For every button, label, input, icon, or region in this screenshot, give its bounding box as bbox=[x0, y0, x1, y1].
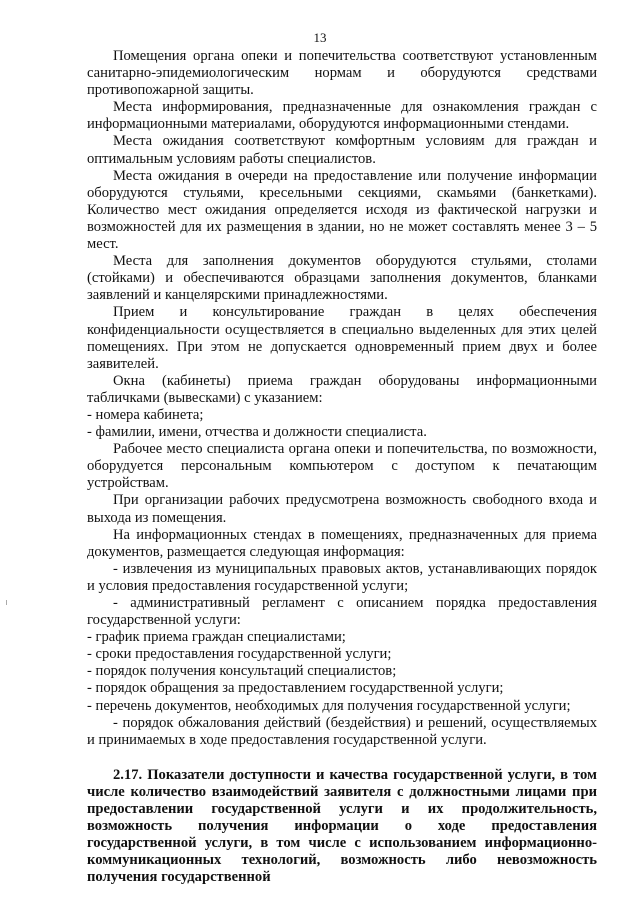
paragraph: При организации рабочих предусмотрена возможность свободного входа и выхода из помещения. bbox=[87, 492, 597, 526]
margin-mark bbox=[6, 600, 7, 605]
list-item: - административный регламент с описанием порядка предоставления государственной услуги: bbox=[87, 595, 597, 629]
list-item: - фамилии, имени, отчества и должности специалиста. bbox=[87, 424, 427, 441]
list-item: - порядок обжалования действий (бездействия) и решений, осуществляемых и принимаемых в ходе предоставления государственной услуги. bbox=[87, 714, 597, 748]
list-item: - порядок обращения за предоставлением государственной услуги; bbox=[87, 680, 504, 697]
document-body bbox=[87, 48, 597, 887]
list-item: - порядок получения консультаций специалистов; bbox=[87, 663, 397, 680]
paragraph: Прием и консультирование граждан в целях обеспечения конфиденциальности осуществляется в специально выделенных для этих целей помещениях. При этом не допускается одновременный прием двух и более заявителей. bbox=[87, 304, 597, 372]
paragraph: Места ожидания соответствуют комфортным условиям для граждан и оптимальным условиям работы специалистов. bbox=[87, 133, 597, 167]
list-item: - график приема граждан специалистами; bbox=[87, 629, 346, 646]
section-heading: 2.17. Показатели доступности и качества государственной услуги, в том числе количество взаимодействий заявителя с должностными лицами при предоставлении государственной услуги и их продолжительность, возможность получения информации о ходе предоставления государственной услуги, в том числе с использованием информационно-коммуникационных технологий, возможность либо невозможность получения государственной bbox=[87, 766, 597, 886]
paragraph: На информационных стендах в помещениях, предназначенных для приема документов, размещается следующая информация: bbox=[87, 526, 597, 560]
page-number: 13 bbox=[313, 30, 327, 45]
list-item: - перечень документов, необходимых для получения государственной услуги; bbox=[87, 697, 571, 714]
paragraph: Места для заполнения документов оборудуются стульями, столами (стойками) и обеспечиваются образцами заполнения документов, бланками заявлений и канцелярскими принадлежностями. bbox=[87, 253, 597, 304]
paragraph: Места информирования, предназначенные для ознакомления граждан с информационными материалами, оборудуются информационными стендами. bbox=[87, 99, 597, 133]
list-item: - сроки предоставления государственной услуги; bbox=[87, 646, 392, 663]
paragraph: Места ожидания в очереди на предоставление или получение информации оборудуются стульями, кресельными секциями, скамьями (банкетками). Количество мест ожидания определяется исходя из фактической нагрузки и возможностей для их размещения в здании, но не может составлять менее 3 – 5 мест. bbox=[87, 167, 597, 253]
paragraph: Помещения органа опеки и попечительства соответствуют установленным санитарно-эпидемиологическим нормам и оборудуются средствами противопожарной защиты. bbox=[87, 48, 597, 99]
list-item: - номера кабинета; bbox=[87, 406, 204, 423]
paragraph: Рабочее место специалиста органа опеки и попечительства, по возможности, оборудуется персональным компьютером с доступом к печатающим устройствам. bbox=[87, 441, 597, 492]
paragraph: Окна (кабинеты) приема граждан оборудованы информационными табличками (вывесками) с указанием: bbox=[87, 372, 597, 406]
list-item: - извлечения из муниципальных правовых актов, устанавливающих порядок и условия предоставления государственной услуги; bbox=[87, 560, 597, 594]
